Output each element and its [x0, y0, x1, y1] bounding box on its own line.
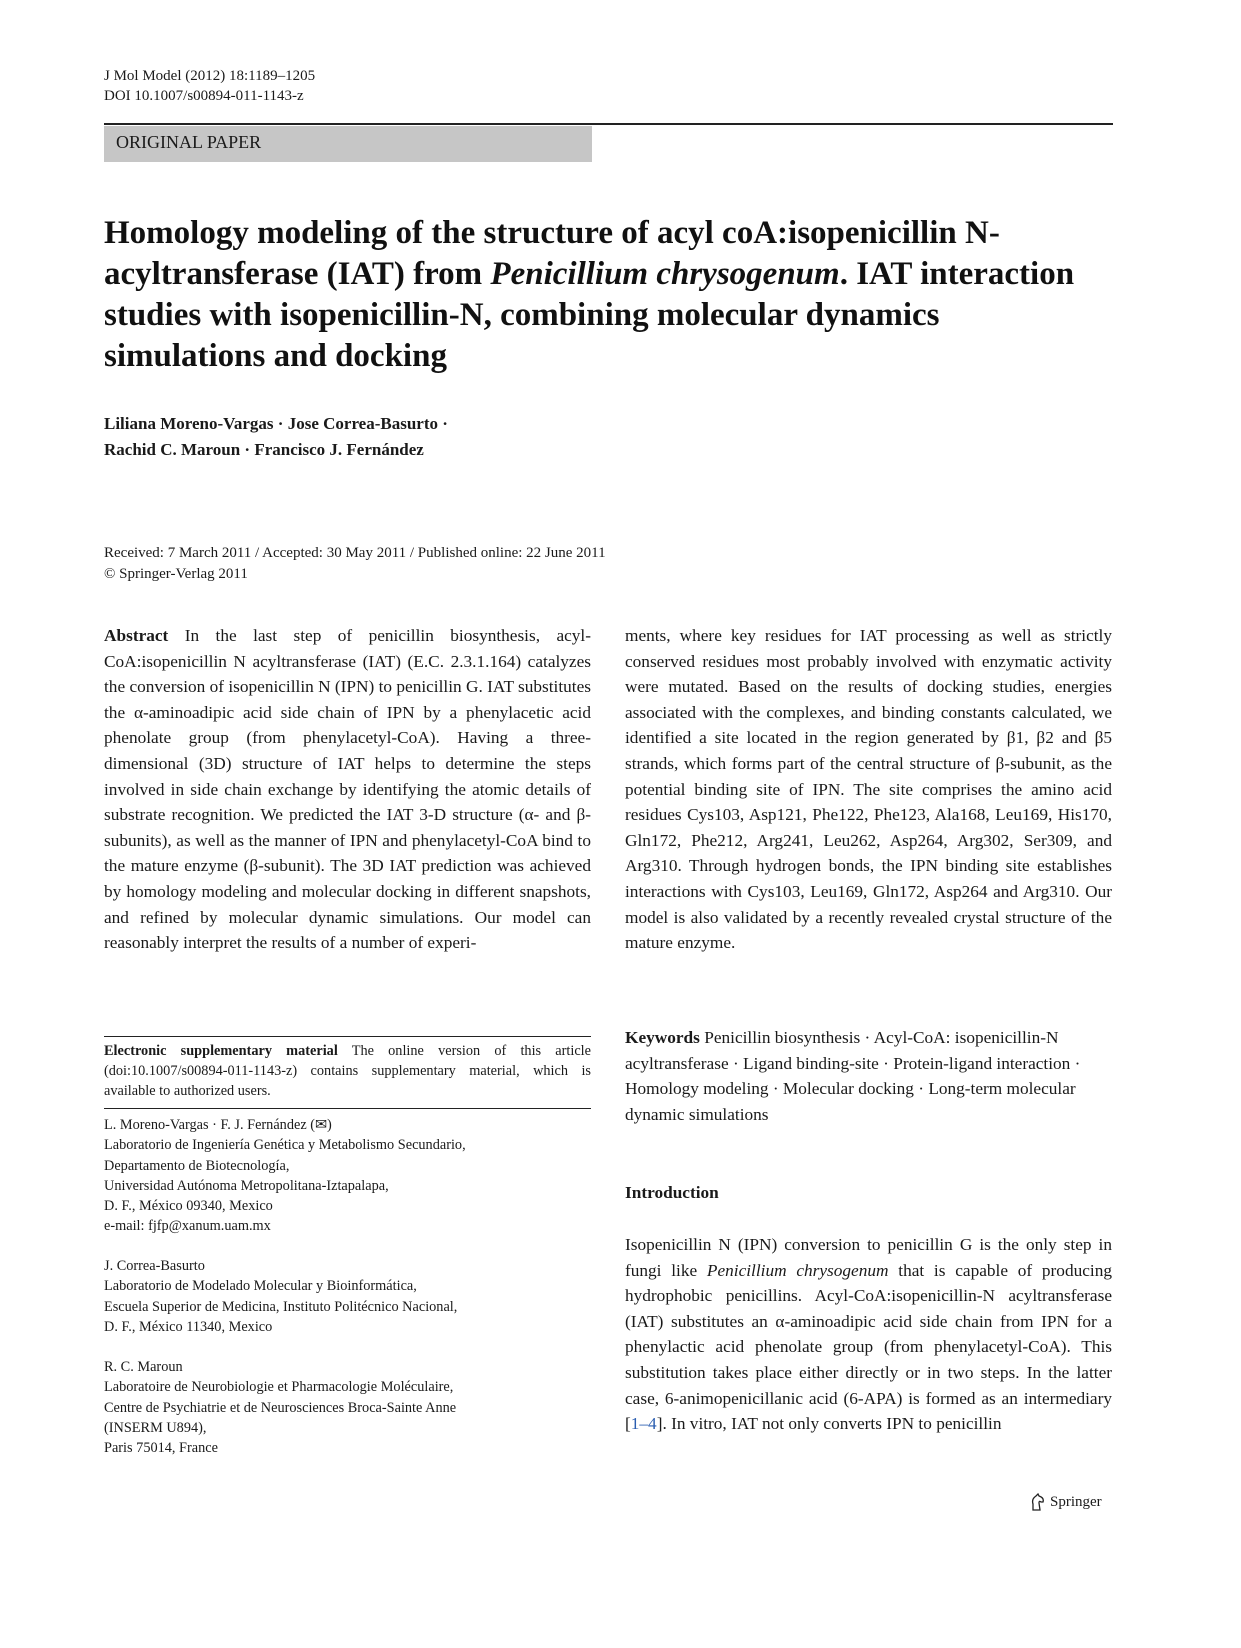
springer-footer [1030, 1493, 1102, 1511]
affiliation-line: Laboratorio de Modelado Molecular y Bioinformática, [104, 1278, 417, 1295]
affiliation-line: L. Moreno-Vargas · F. J. Fernández (✉) [104, 1117, 332, 1133]
esm-label: Electronic supplementary material [104, 1043, 338, 1059]
esm-bottom-rule [104, 1108, 591, 1109]
publication-dates [104, 543, 804, 585]
authors-line-1: Liliana Moreno-Vargas · Jose Correa-Basurto · [104, 414, 448, 433]
authors-line-2: Rachid C. Maroun · Francisco J. Fernández [104, 440, 424, 459]
abstract-right-column [625, 623, 1112, 956]
affiliation-line: J. Correa-Basurto [104, 1258, 205, 1274]
intro-text-b: that is capable of producing hydrophobic penicillins. Acyl-CoA:isopenicillin-N acyltransferase (IAT) substitutes an α-aminoadipic acid side chain from IPN for a phenylactic acid phenolate group (from phenylacetyl-CoA). This substitution takes place either directly or in two steps. In the latter case, 6-animopenicillanic acid (6-APA) is formed as an intermediary [ [625, 1260, 1112, 1434]
affiliation-3 [104, 1357, 591, 1458]
affiliation-line: D. F., México 11340, Mexico [104, 1318, 273, 1335]
journal-line: J Mol Model (2012) 18:1189–1205 [104, 68, 316, 84]
affiliation-line: Escuela Superior de Medicina, Instituto Politécnico Nacional, [104, 1298, 458, 1315]
esm-text: The online version of this article (doi:10.1007/s00894-011-1143-z) contains supplementary material, which is available to authorized users. [104, 1043, 592, 1100]
abstract-left-column [104, 623, 591, 956]
abstract-text-left: In the last step of penicillin biosynthesis, acyl-CoA:isopenicillin N acyltransferase (IAT) (E.C. 2.3.1.164) catalyzes the conversion of isopenicillin N (IPN) to penicillin G. IAT substitutes the α-aminoadipic acid side chain of IPN by a phenylacetic acid phenolate group (from phenylacetyl-CoA). Having a three-dimensional (3D) structure of IAT helps to determine the steps involved in side chain exchange by identifying the atomic details of substrate recognition. We predicted the IAT 3-D structure (α- and β-subunits), as well as the manner of IPN and phenylacetyl-CoA bind to the mature enzyme (β-subunit). The 3D IAT prediction was achieved by homology modeling and molecular docking in different snapshots, and refined by molecular dynamic simulations. Our model can reasonably interpret the results of a number of experi- [104, 626, 591, 953]
date-history: Received: 7 March 2011 / Accepted: 30 May 2011 / Published online: 22 June 2011 [104, 545, 606, 561]
introduction-text [625, 1232, 1112, 1437]
article-title [104, 213, 1104, 377]
doi-line: DOI 10.1007/s00894-011-1143-z [104, 88, 304, 104]
intro-text-c: ]. In vitro, IAT not only converts IPN to penicillin [656, 1414, 1002, 1434]
affiliation-2 [104, 1256, 591, 1337]
keywords-text: Penicillin biosynthesis · Acyl-CoA: isopenicillin-N acyltransferase · Ligand binding-site · Protein-ligand interaction · Homology modeling · Molecular docking · Long-term molecular dynamic simulations [625, 1028, 1081, 1124]
keywords-label: Keywords [625, 1028, 700, 1047]
publisher-name: Springer [1050, 1493, 1102, 1510]
affiliation-1 [104, 1115, 591, 1237]
esm-top-rule [104, 1036, 591, 1037]
citation-link[interactable]: 1–4 [630, 1414, 657, 1434]
affiliation-line: Universidad Autónoma Metropolitana-Iztapalapa, [104, 1177, 389, 1194]
affiliation-line: R. C. Maroun [104, 1359, 183, 1375]
email-link[interactable]: e-mail: fjfp@xanum.uam.mx [104, 1218, 271, 1235]
intro-species: Penicillium chrysogenum [706, 1260, 889, 1280]
springer-horse-icon [1030, 1493, 1046, 1511]
supplementary-note [104, 1041, 591, 1102]
affiliation-line: Departamento de Biotecnología, [104, 1157, 290, 1174]
keywords [625, 1025, 1112, 1127]
title-part2: . IAT interaction studies with isopenicillin-N, combining molecular dynamics simulations and docking [104, 256, 1075, 374]
introduction-heading: Introduction [625, 1183, 719, 1202]
header-rule [104, 123, 1113, 125]
affiliation-line: D. F., México 09340, Mexico [104, 1198, 273, 1215]
title-part1: Homology modeling of the structure of acyl coA:isopenicillin N-acyltransferase (IAT) from [104, 215, 1000, 292]
affiliation-line: Centre de Psychiatrie et de Neurosciences Broca-Sainte Anne [104, 1399, 457, 1416]
intro-text-a: Isopenicillin N (IPN) conversion to penicillin G is the only step in fungi like [625, 1235, 1112, 1280]
author-list [104, 411, 804, 463]
copyright: © Springer-Verlag 2011 [104, 566, 248, 582]
affiliation-line: Laboratorio de Ingeniería Genética y Metabolismo Secundario, [104, 1137, 466, 1154]
affiliation-line: Paris 75014, France [104, 1440, 218, 1457]
title-species: Penicillium chrysogenum [490, 256, 840, 292]
abstract-label: Abstract [104, 626, 169, 645]
affiliation-line: Laboratoire de Neurobiologie et Pharmacologie Moléculaire, [104, 1379, 454, 1396]
affiliation-line: (INSERM U894), [104, 1419, 207, 1436]
section-banner: ORIGINAL PAPER [104, 126, 592, 162]
abstract-text-right: ments, where key residues for IAT processing as well as strictly conserved residues most probably involved with enzymatic activity were mutated. Based on the results of docking studies, energies associated with the complexes, and binding constants calculated, we identified a site located in the region generated by β1, β2 and β5 strands, which forms part of the central structure of β-subunit, as the potential binding site of IPN. The site comprises the amino acid residues Cys103, Asp121, Phe122, Phe123, Ala168, Leu169, His170, Gln172, Phe212, Arg241, Leu262, Asp264, Arg302, Ser309, and Arg310. Through hydrogen bonds, the IPN binding site establishes interactions with Cys103, Leu169, Gln172, Asp264 and Arg310. Our model is also validated by a recently revealed crystal structure of the mature enzyme. [625, 626, 1112, 953]
journal-citation [104, 66, 315, 106]
